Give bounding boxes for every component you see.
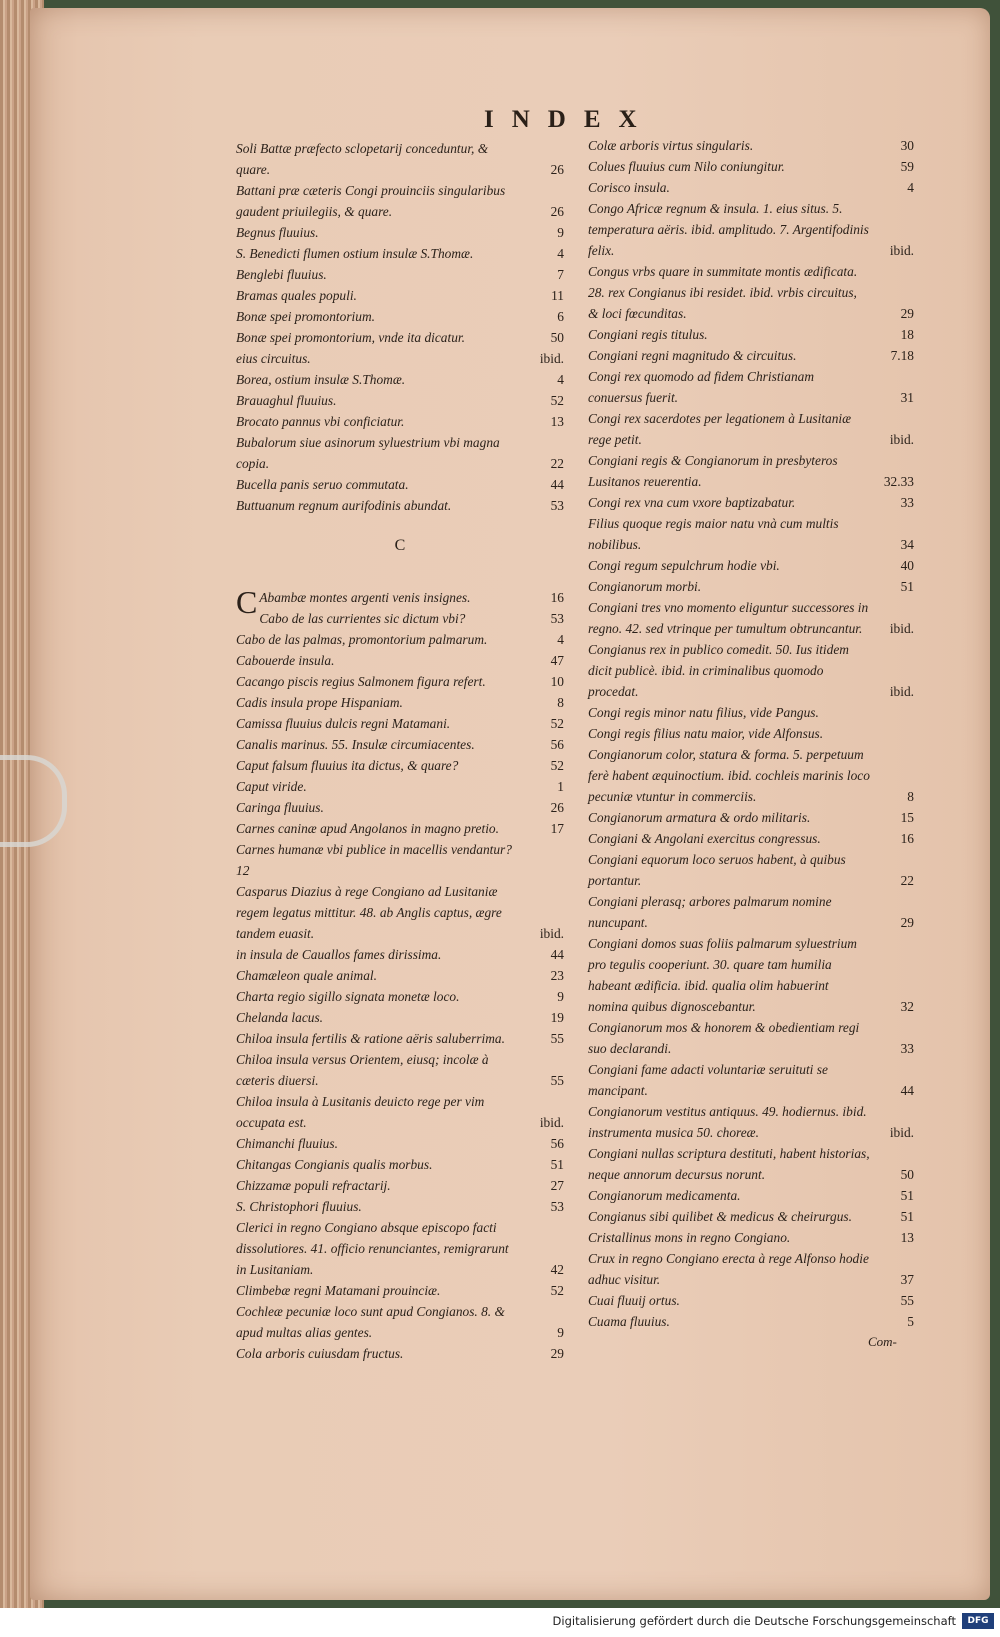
entry-page: 32 [900, 999, 914, 1014]
entry-page: 56 [550, 1136, 564, 1151]
entry-page: 10 [550, 674, 564, 689]
entry-page: 4 [557, 246, 564, 261]
entry-page: 16 [550, 590, 564, 605]
entry-text: Clerici in regno Congiano absque episcopo facti dissolutiores. 41. officio renunciantes, remigrarunt in Lusitaniam. [236, 1220, 509, 1277]
index-entry [588, 807, 914, 828]
entry-text: Chitangas Congianis qualis morbus. [236, 1157, 433, 1172]
entry-text: Congiani equorum loco seruos habent, à quibus portantur. [588, 852, 846, 888]
entry-page: 29 [900, 915, 914, 930]
entry-page: 50 [550, 330, 564, 345]
index-entry [236, 818, 564, 839]
index-entry [588, 849, 914, 891]
entry-text: Cristallinus mons in regno Congiano. [588, 1230, 791, 1245]
entry-page: 8 [907, 789, 914, 804]
entry-page: ibid. [539, 926, 564, 941]
entry-page: 55 [550, 1031, 564, 1046]
entry-page: 51 [900, 1188, 914, 1203]
entry-page: ibid. [539, 351, 564, 366]
index-entry [236, 1196, 564, 1217]
entry-page: 9 [557, 1325, 564, 1340]
entry-text: Borea, ostium insulæ S.Thomæ. [236, 372, 406, 387]
entry-page: 52 [550, 1283, 564, 1298]
index-entry [236, 713, 564, 734]
entry-text: Congo Africæ regnum & insula. 1. eius situs. 5. temperatura aëris. ibid. amplitudo. 7. Argentifodinis felix. [588, 201, 869, 258]
entry-text: Congi rex quomodo ad fidem Christianam conuersus fuerit. [588, 369, 815, 405]
entry-text: Brocato pannus vbi conficiatur. [236, 414, 405, 429]
index-entry [236, 285, 564, 306]
entry-text: Congianorum morbi. [588, 579, 702, 594]
c-entries-left [236, 608, 564, 1364]
entry-page: 1 [557, 779, 564, 794]
entry-text: Cabo de las currientes sic dictum vbi? [259, 611, 466, 626]
index-entry [588, 513, 914, 555]
index-entry [588, 1143, 914, 1185]
entry-page: 52 [550, 758, 564, 773]
entry-page: 4 [557, 372, 564, 387]
entry-text: Cabouerde insula. [236, 653, 335, 668]
entry-page: ibid. [539, 1115, 564, 1130]
index-entry [236, 734, 564, 755]
index-entry [588, 156, 914, 177]
entry-page: 22 [900, 873, 914, 888]
index-entry [588, 1185, 914, 1206]
entry-page: 53 [550, 1199, 564, 1214]
entry-page: 53 [550, 498, 564, 513]
entry-page: 27 [550, 1178, 564, 1193]
entry-text: Colues fluuius cum Nilo coniungitur. [588, 159, 785, 174]
entry-text: Congiani regni magnitudo & circuitus. [588, 348, 797, 363]
index-entry [588, 1059, 914, 1101]
entry-text: Cochleæ pecuniæ loco sunt apud Congianos. 8. & apud multas alias gentes. [236, 1304, 505, 1340]
entry-page: 16 [900, 831, 914, 846]
entry-text: Chiloa insula à Lusitanis deuicto rege per vim occupata est. [236, 1094, 485, 1130]
entry-page: 7 [557, 267, 564, 282]
entry-text: Congianorum color, statura & forma. 5. perpetuum ferè habent æquinoctium. ibid. cochleis marinis loco pecuniæ vtuntur in commerciis. [588, 747, 870, 804]
entry-text: Congiani regis & Congianorum in presbyteros Lusitanos reuerentia. [588, 453, 838, 489]
entry-text: Congi rex vna cum vxore baptizabatur. [588, 495, 796, 510]
entry-page: 32.33 [883, 474, 914, 489]
entry-page: 4 [557, 632, 564, 647]
entry-text: Bonæ spei promontorium. [236, 309, 375, 324]
entry-text: Chamæleon quale animal. [236, 968, 377, 983]
entry-text: Congiani nullas scriptura destituti, habent historias, neque annorum decursus norunt. [588, 1146, 870, 1182]
entry-text: Congus vrbs quare in summitate montis ædificata. 28. rex Congianus ibi residet. ibid. vrbis circuitus, & loci fœcunditas. [588, 264, 858, 321]
index-entry [236, 474, 564, 495]
index-entry [588, 366, 914, 408]
entry-text: Congianorum armatura & ordo militaris. [588, 810, 811, 825]
entry-text: Colæ arboris virtus singularis. [588, 138, 754, 153]
entry-text: Caringa fluuius. [236, 800, 324, 815]
entry-text: Caput falsum fluuius ita dictus, & quare? [236, 758, 459, 773]
entry-text: Cadis insula prope Hispaniam. [236, 695, 403, 710]
footer-bar [0, 1608, 1000, 1637]
entry-text: Congi regum sepulchrum hodie vbi. [588, 558, 780, 573]
entry-text: Buttuanum regnum aurifodinis abundat. [236, 498, 452, 513]
index-entry [588, 492, 914, 513]
drop-cap: C [236, 584, 258, 620]
entry-page: 9 [557, 989, 564, 1004]
entry-text: Cuai fluuij ortus. [588, 1293, 680, 1308]
entry-page: 15 [900, 810, 914, 825]
entry-page: 19 [550, 1010, 564, 1025]
entry-text: Cola arboris cuiusdam fructus. [236, 1346, 404, 1361]
index-entry [588, 555, 914, 576]
index-entry [236, 243, 564, 264]
entry-text: Congianorum medicamenta. [588, 1188, 741, 1203]
index-entry [236, 671, 564, 692]
entry-text: Congianus sibi quilibet & medicus & cheirurgus. [588, 1209, 852, 1224]
entry-page: 47 [550, 653, 564, 668]
index-entry [236, 348, 564, 369]
index-entry [588, 1017, 914, 1059]
entry-page: 42 [550, 1262, 564, 1277]
entry-text: Congi regis filius natu maior, vide Alfonsus. [588, 726, 824, 741]
index-entry [236, 1049, 564, 1091]
index-entry [236, 608, 564, 629]
index-entry [588, 1206, 914, 1227]
section-letter-c: C [394, 537, 406, 554]
index-entry [588, 597, 914, 639]
entry-text: Climbebæ regni Matamani prouinciæ. [236, 1283, 441, 1298]
funding-credit: Digitalisierung gefördert durch die Deutsche Forschungsgemeinschaft [552, 1614, 956, 1628]
entry-text: Begnus fluuius. [236, 225, 319, 240]
entry-text: Chelanda lacus. [236, 1010, 324, 1025]
index-entry [236, 264, 564, 285]
entry-page: 8 [557, 695, 564, 710]
index-entry [236, 222, 564, 243]
index-entry [236, 411, 564, 432]
index-entry [236, 1007, 564, 1028]
entry-text: Congiani plerasq; arbores palmarum nomine nuncupant. [588, 894, 832, 930]
entry-text: eius circuitus. [236, 351, 311, 366]
entry-page: 51 [900, 1209, 914, 1224]
index-entry [588, 1248, 914, 1290]
entry-text: Congiani domos suas foliis palmarum syluestrium pro tegulis cooperiunt. 30. quare tam humilia habeant ædificia. ibid. qualia olim habuerint nomina quibus dignoscebantur. [588, 936, 857, 1014]
entry-text: Congiani tres vno momento eliguntur successores in regno. 42. sed vtrinque per tumultum obtruncantur. [588, 600, 869, 636]
entry-page: 40 [900, 558, 914, 573]
paper-clip-icon [0, 755, 67, 847]
entry-text: Camissa fluuius dulcis regni Matamani. [236, 716, 451, 731]
entry-text: Corisco insula. [588, 180, 670, 195]
entry-page: 52 [550, 716, 564, 731]
entry-text: Battani præ cæteris Congi prouinciis singularibus gaudent priuilegiis, & quare. [236, 183, 506, 219]
index-entry [588, 891, 914, 933]
index-entry [236, 944, 564, 965]
index-entry [588, 1101, 914, 1143]
index-entry [236, 1343, 564, 1364]
index-entry [236, 495, 564, 516]
dfg-logo: DFG [962, 1613, 994, 1629]
index-entry [236, 881, 564, 944]
entry-page: 13 [900, 1230, 914, 1245]
entry-text: Brauaghul fluuius. [236, 393, 337, 408]
index-entry [236, 306, 564, 327]
index-entry [588, 639, 914, 702]
entry-text: Congi rex sacerdotes per legationem à Lusitaniæ rege petit. [588, 411, 852, 447]
entry-page: ibid. [889, 432, 914, 447]
entry-page: 17 [550, 821, 564, 836]
index-entry [236, 432, 564, 474]
index-entry [236, 1280, 564, 1301]
entry-page: ibid. [889, 1125, 914, 1140]
entry-page: 33 [900, 495, 914, 510]
entry-text: Charta regio sigillo signata monetæ loco. [236, 989, 460, 1004]
index-entry [236, 986, 564, 1007]
index-entry [236, 1175, 564, 1196]
index-entry [236, 965, 564, 986]
entry-page: 6 [557, 309, 564, 324]
index-entry [588, 345, 914, 366]
entry-page: 33 [900, 1041, 914, 1056]
index-entry [236, 369, 564, 390]
index-entry [588, 1227, 914, 1248]
entry-text: Cacango piscis regius Salmonem figura refert. [236, 674, 486, 689]
index-entry [236, 180, 564, 222]
entry-page: 26 [550, 800, 564, 815]
entry-page: 9 [557, 225, 564, 240]
entry-text: Chimanchi fluuius. [236, 1136, 338, 1151]
index-entry [588, 702, 914, 723]
entry-page: 26 [550, 162, 564, 177]
index-entry [236, 1154, 564, 1175]
entry-text: Congiani & Angolani exercitus congressus. [588, 831, 821, 846]
index-entry [588, 177, 914, 198]
index-entry [236, 650, 564, 671]
index-entry [588, 576, 914, 597]
entry-page: 11 [551, 288, 564, 303]
entry-text: Bucella panis seruo commutata. [236, 477, 409, 492]
entry-text: Bramas quales populi. [236, 288, 357, 303]
index-entry [236, 1217, 564, 1280]
entry-page: 55 [550, 1073, 564, 1088]
entry-text: Cuama fluuius. [588, 1314, 670, 1329]
index-entry [236, 776, 564, 797]
index-entry [588, 933, 914, 1017]
index-entry [236, 839, 564, 881]
entry-text: Cabo de las palmas, promontorium palmarum. [236, 632, 488, 647]
entry-page: ibid. [889, 243, 914, 258]
index-entry [236, 390, 564, 411]
entry-text: Congi regis minor natu filius, vide Pangus. [588, 705, 819, 720]
entry-page: 22 [550, 456, 564, 471]
index-entry [588, 723, 914, 744]
entry-text: Congianorum vestitus antiquus. 49. hodiernus. ibid. instrumenta musica 50. choreæ. [588, 1104, 867, 1140]
c-entries-right [588, 135, 914, 1332]
entry-text: Bonæ spei promontorium, vnde ita dicatur. [236, 330, 465, 345]
entry-text: Carnes caninæ apud Angolanos in magno pretio. [236, 821, 499, 836]
entry-text: Chiloa insula versus Orientem, eiusq; incolæ à cæteris diuersi. [236, 1052, 489, 1088]
entry-text: Soli Battæ præfecto sclopetarij conceduntur, & quare. [236, 141, 489, 177]
index-entry [588, 450, 914, 492]
entry-page: 5 [907, 1314, 914, 1329]
entry-page: 50 [900, 1167, 914, 1182]
index-entry [236, 1133, 564, 1154]
index-entry [588, 324, 914, 345]
entry-page: 7.18 [890, 348, 914, 363]
index-entry [588, 198, 914, 261]
entry-text: in insula de Cauallos fames dirissima. [236, 947, 442, 962]
entry-page: 26 [550, 204, 564, 219]
entry-page: 53 [550, 611, 564, 626]
index-entry [236, 629, 564, 650]
index-entry [236, 755, 564, 776]
catchword: Com- [868, 1334, 897, 1349]
entry-text: Chizzamæ populi refractarij. [236, 1178, 391, 1193]
index-entry [588, 1290, 914, 1311]
entry-page: 37 [900, 1272, 914, 1287]
entry-page: 29 [550, 1346, 564, 1361]
entry-page: 44 [900, 1083, 914, 1098]
entry-page: 4 [907, 180, 914, 195]
entry-text: S. Benedicti flumen ostium insulæ S.Thomæ. [236, 246, 474, 261]
entry-page: 56 [550, 737, 564, 752]
index-entry [236, 327, 564, 348]
entry-page: 59 [900, 159, 914, 174]
entry-page: 51 [550, 1157, 564, 1172]
entry-page: 44 [550, 477, 564, 492]
entry-text: Canalis marinus. 55. Insulæ circumiacentes. [236, 737, 475, 752]
entry-text: Abambæ montes argenti venis insignes. [259, 590, 471, 605]
index-entry [588, 828, 914, 849]
index-entry [236, 138, 564, 180]
b-entries [236, 138, 564, 516]
entry-page: ibid. [889, 621, 914, 636]
entry-page: 34 [900, 537, 914, 552]
index-entry [588, 1311, 914, 1332]
entry-text: Bubalorum siue asinorum syluestrium vbi magna copia. [236, 435, 500, 471]
entry-page: 29 [900, 306, 914, 321]
entry-text: S. Christophori fluuius. [236, 1199, 362, 1214]
index-entry [588, 408, 914, 450]
entry-text: Congiani regis titulus. [588, 327, 708, 342]
entry-page: 52 [550, 393, 564, 408]
index-column-left [236, 138, 564, 1364]
index-entry [236, 692, 564, 713]
page-header: INDEX [484, 106, 655, 133]
index-column-right [588, 135, 914, 1332]
entry-page: ibid. [889, 684, 914, 699]
index-entry [236, 797, 564, 818]
entry-text: Chiloa insula fertilis & ratione aëris saluberrima. [236, 1031, 505, 1046]
entry-text: Crux in regno Congiano erecta à rege Alfonso hodie adhuc visitur. [588, 1251, 869, 1287]
entry-page: 13 [550, 414, 564, 429]
index-entry [236, 1091, 564, 1133]
entry-text: Caput viride. [236, 779, 307, 794]
entry-text: Congianus rex in publico comedit. 50. Ius itidem dicit publicè. ibid. in criminalibus quomodo procedat. [588, 642, 849, 699]
entry-page: 18 [900, 327, 914, 342]
entry-page: 51 [900, 579, 914, 594]
entry-text: Congianorum mos & honorem & obedientiam regi suo declarandi. [588, 1020, 860, 1056]
entry-text: Casparus Diazius à rege Congiano ad Lusitaniæ regem legatus mittitur. 48. ab Anglis captus, ægre tandem euasit. [236, 884, 502, 941]
entry-text: Filius quoque regis maior natu vnà cum multis nobilibus. [588, 516, 839, 552]
entry-text: Carnes humanæ vbi publice in macellis vendantur? 12 [236, 842, 512, 878]
entry-page: 31 [900, 390, 914, 405]
entry-page: 44 [550, 947, 564, 962]
index-entry [588, 135, 914, 156]
entry-text: Congiani fame adacti voluntariæ seruituti se mancipant. [588, 1062, 828, 1098]
index-entry [236, 1028, 564, 1049]
index-entry [236, 1301, 564, 1343]
entry-page: 30 [900, 138, 914, 153]
entry-text: Benglebi fluuius. [236, 267, 327, 282]
index-entry [588, 744, 914, 807]
entry-page: 55 [900, 1293, 914, 1308]
index-entry [588, 261, 914, 324]
entry-page: 23 [550, 968, 564, 983]
